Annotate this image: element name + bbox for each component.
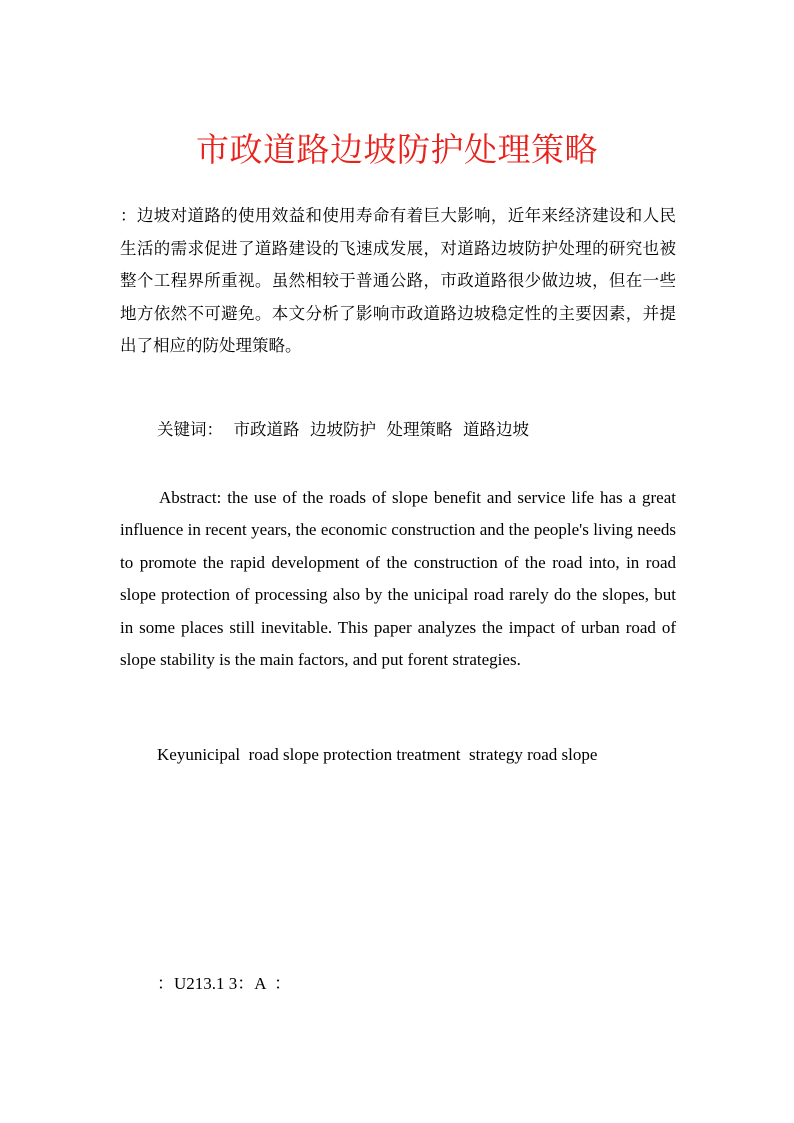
abstract-english: Abstract: the use of the roads of slope benefit and service life has a great influence in recent years, the economic construction and the people's living needs to promote the rapid development of the construction of the road into, in road slope protection of processing also by the unicipal road rarely do the slopes, but in some places still inevitable. This paper analyzes the impact of urban road of slope stability is the main factors, and put forent strategies. xyxy=(120,488,676,670)
page-title: 市政道路边坡防护处理策略 xyxy=(196,130,598,169)
classification-line: ：U213.1 3：A ： xyxy=(157,974,292,993)
keywords-chinese: 关键词： 市政道路 边坡防护 处理策略 道路边坡 xyxy=(157,420,529,439)
abstract-chinese: ：边坡对道路的使用效益和使用寿命有着巨大影响，近年来经济建设和人民生活的需求促进了道路建设的飞速成发展，对道路边坡防护处理的研究也被整个工程界所重视。虽然相较于普通公路，市政道路很少做边坡，但在一些地方依然不可避免。本文分析了影响市政道路边坡稳定性的主要因素，并提出了相应的防处理策略。 xyxy=(120,206,676,355)
keywords-english: Keyunicipal road slope protection treatment strategy road slope xyxy=(157,745,598,764)
